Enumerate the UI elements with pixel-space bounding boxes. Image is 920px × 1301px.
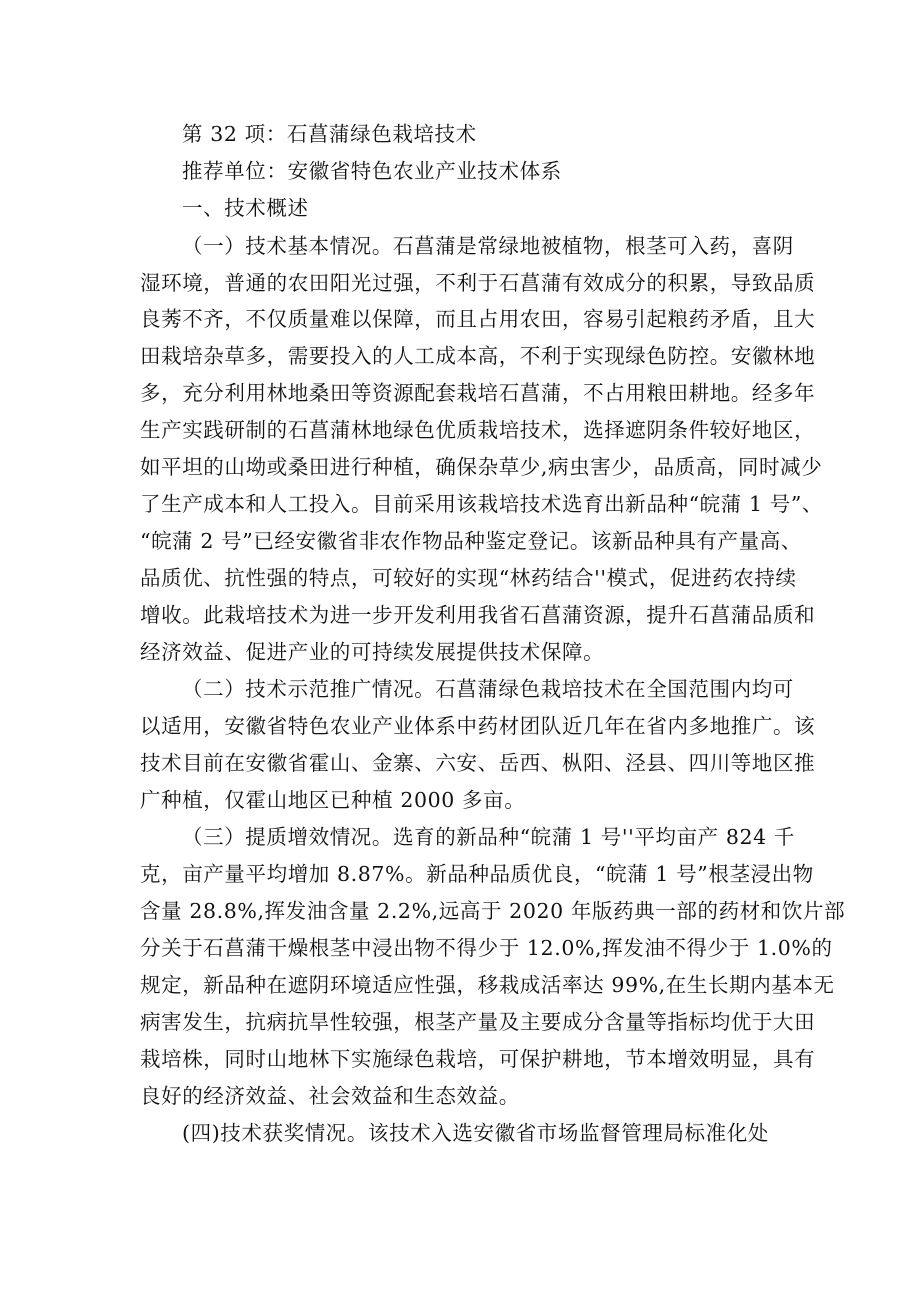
paragraph-line: 田栽培杂草多，需要投入的人工成本高，不利于实现绿色防控。安徽林地 <box>140 344 816 368</box>
paragraph-line: 规定，新品种在遮阴环境适应性强，移栽成活率达 99%,在生长期内基本无 <box>140 973 835 997</box>
paragraph-line: （二）技术示范推广情况。石菖蒲绿色栽培技术在全国范围内均可 <box>182 677 794 701</box>
document-title: 第 32 项：石菖蒲绿色栽培技术 <box>182 122 477 146</box>
section-heading-overview: 一、技术概述 <box>182 196 309 220</box>
paragraph-line: 良好的经济效益、社会效益和生态效益。 <box>140 1084 520 1108</box>
paragraph-line: 湿环境，普通的农田阳光过强，不利于石菖蒲有效成分的积累，导致品质 <box>140 271 816 295</box>
paragraph-line: 生产实践研制的石菖蒲林地绿色优质栽培技术，选择遮阴条件较好地区， <box>140 418 816 442</box>
paragraph-line: (四)技术获奖情况。该技术入选安徽省市场监督管理局标准化处 <box>182 1121 769 1145</box>
paragraph-line: （一）技术基本情况。石菖蒲是常绿地被植物，根茎可入药，喜阴 <box>182 234 794 258</box>
paragraph-line: 经济效益、促进产业的可持续发展提供技术保障。 <box>140 640 605 664</box>
paragraph-line: 品质优、抗性强的特点，可较好的实现“林药结合''模式，促进药农持续 <box>140 566 797 590</box>
paragraph-line: 多，充分利用林地桑田等资源配套栽培石菖蒲，不占用粮田耕地。经多年 <box>140 381 816 405</box>
paragraph-line: 病害发生，抗病抗旱性较强，根茎产量及主要成分含量等指标均优于大田 <box>140 1010 816 1034</box>
paragraph-line: 如平坦的山坳或桑田进行种植，确保杂草少,病虫害少，品质高，同时减少 <box>140 455 823 479</box>
paragraph-line: 增收。此栽培技术为进一步开发利用我省石菖蒲资源，提升石菖蒲品质和 <box>140 603 816 627</box>
paragraph-line: （三）提质增效情况。选育的新品种“皖蒲 1 号''平均亩产 824 千 <box>182 825 795 849</box>
paragraph-line: 广种植，仅霍山地区已种植 2000 多亩。 <box>140 788 526 812</box>
paragraph-line: 良莠不齐，不仅质量难以保障，而且占用农田，容易引起粮药矛盾，且大 <box>140 307 816 331</box>
paragraph-line: 含量 28.8%,挥发油含量 2.2%,远高于 2020 年版药典一部的药材和饮片部 <box>140 899 846 923</box>
paragraph-line: “皖蒲 2 号”已经安徽省非农作物品种鉴定登记。该新品种具有产量高、 <box>140 529 802 553</box>
paragraph-line: 克，亩产量平均增加 8.87%。新品种品质优良，“皖蒲 1 号”根茎浸出物 <box>140 862 814 886</box>
paragraph-line: 技术目前在安徽省霍山、金寨、六安、岳西、枞阳、泾县、四川等地区推 <box>140 751 816 775</box>
paragraph-line: 了生产成本和人工投入。目前采用该栽培技术选育出新品种“皖蒲 1 号”、 <box>140 492 824 516</box>
paragraph-line: 分关于石菖蒲干燥根茎中浸出物不得少于 12.0%,挥发油不得少于 1.0%的 <box>140 936 833 960</box>
paragraph-line: 以适用，安徽省特色农业产业体系中药材团队近几年在省内多地推广。该 <box>140 714 816 738</box>
recommending-unit: 推荐单位：安徽省特色农业产业技术体系 <box>182 159 562 183</box>
paragraph-line: 栽培株，同时山地林下实施绿色栽培，可保护耕地，节本增效明显，具有 <box>140 1047 816 1071</box>
